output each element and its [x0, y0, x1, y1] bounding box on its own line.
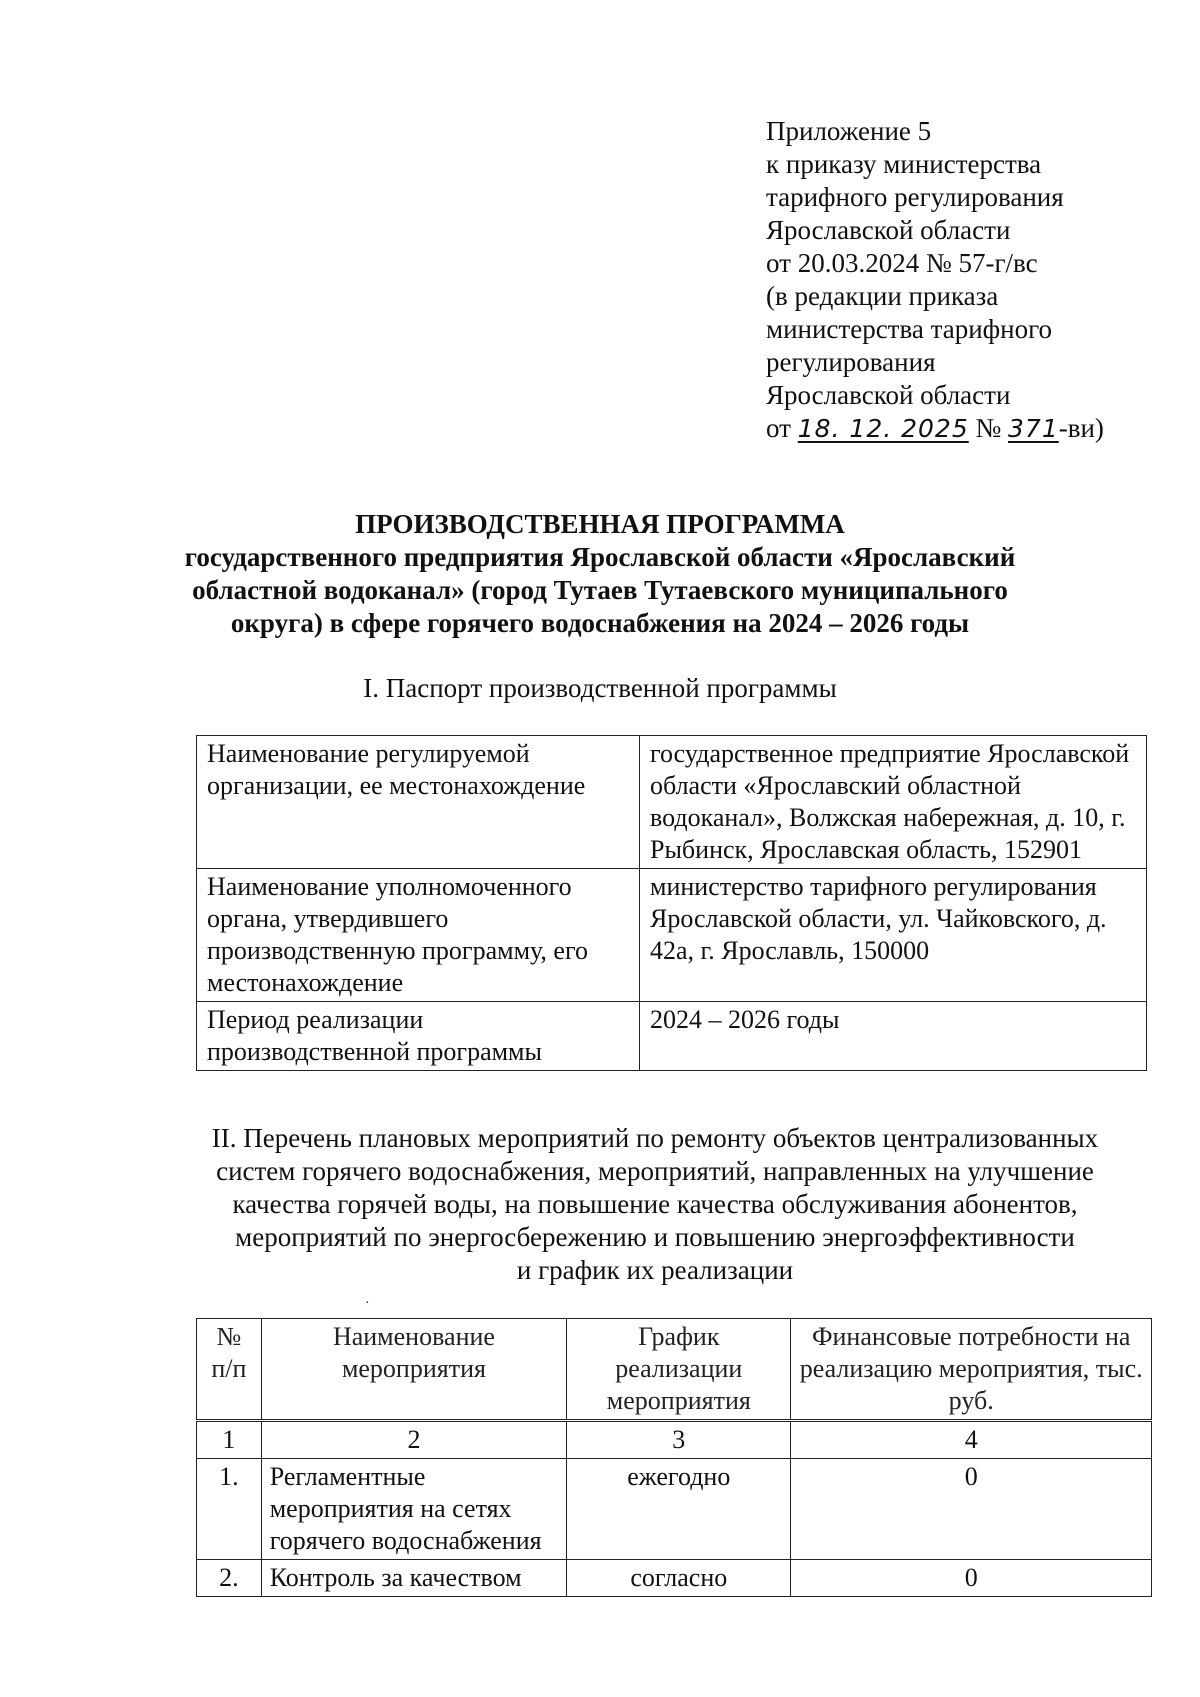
appendix-line: от 20.03.2024 № 57-г/вс	[766, 248, 1038, 278]
row-number: 1.	[197, 1459, 262, 1560]
table-row	[197, 736, 1147, 869]
measure-cost: 0	[791, 1459, 1152, 1560]
title-heading: ПРОИЗВОДСТВЕННАЯ ПРОГРАММА	[355, 509, 845, 539]
appendix-reference	[766, 115, 1146, 445]
passport-label: Наименование регулируемой организации, ее местонахождение	[197, 736, 640, 869]
handwritten-date: 18. 12. 2025	[797, 414, 969, 443]
measure-name: Контроль за качеством	[261, 1560, 567, 1597]
measure-name: Регламентные мероприятия на сетях горячего водоснабжения	[261, 1459, 567, 1560]
document-title	[150, 508, 1050, 640]
section-2-line: II. Перечень плановых мероприятий по ремонту объектов централизованных	[211, 1123, 1099, 1153]
appendix-amendment-line	[766, 412, 1146, 445]
appendix-line: Приложение 5	[766, 116, 932, 146]
column-number: 4	[791, 1421, 1152, 1459]
appendix-line: Ярославской области	[766, 215, 1011, 245]
section-2-heading	[160, 1122, 1150, 1287]
stray-dot: ·	[365, 1296, 370, 1311]
appendix-line: (в редакции приказа	[766, 281, 999, 311]
title-line: округа) в сфере горячего водоснабжения на 2024 – 2026 годы	[230, 608, 970, 638]
column-header: График реализации мероприятия	[567, 1319, 791, 1421]
section-2-line: качества горячей воды, на повышение качества обслуживания абонентов,	[232, 1189, 1078, 1219]
appendix-line: Ярославской области	[766, 380, 1011, 410]
column-header: Финансовые потребности на реализацию мероприятия, тыс. руб.	[791, 1319, 1152, 1421]
measure-schedule: ежегодно	[567, 1459, 791, 1560]
column-header: Наименование мероприятия	[261, 1319, 567, 1421]
appendix-line: министерства тарифного	[766, 314, 1053, 344]
column-number: 2	[261, 1421, 567, 1459]
title-line: государственного предприятия Ярославской области «Ярославский	[184, 542, 1016, 572]
passport-value: министерство тарифного регулирования Ярославской области, ул. Чайковского, д. 42а, г. Ярославль, 150000	[640, 869, 1147, 1002]
amendment-suffix: -ви)	[1058, 413, 1104, 443]
column-number-row	[197, 1421, 1152, 1459]
amendment-prefix: от	[766, 413, 798, 443]
section-2-line: и график их реализации	[516, 1255, 794, 1285]
measure-cost: 0	[791, 1560, 1152, 1597]
column-number: 3	[567, 1421, 791, 1459]
row-number: 2.	[197, 1560, 262, 1597]
table-row	[197, 1459, 1152, 1560]
appendix-line: регулирования	[766, 347, 936, 377]
passport-value: 2024 – 2026 годы	[640, 1002, 1147, 1071]
passport-label: Наименование уполномоченного органа, утвердившего производственную программу, его местонахождение	[197, 869, 640, 1002]
table-header-row	[197, 1319, 1152, 1421]
number-sign: №	[968, 413, 1009, 443]
title-line: областной водоканал» (город Тутаев Тутаевского муниципального	[192, 575, 1008, 605]
measure-schedule: согласно	[567, 1560, 791, 1597]
passport-label: Период реализации производственной программы	[197, 1002, 640, 1071]
appendix-line: к приказу министерства	[766, 149, 1042, 179]
appendix-line: тарифного регулирования	[766, 182, 1064, 212]
passport-value: государственное предприятие Ярославской области «Ярославский областной водоканал», Волжская набережная, д. 10, г. Рыбинск, Ярославская область, 152901	[640, 736, 1147, 869]
table-row	[197, 869, 1147, 1002]
handwritten-number: 371	[1008, 414, 1059, 443]
passport-table	[196, 735, 1147, 1071]
section-1-heading: I. Паспорт производственной программы	[363, 673, 837, 703]
table-row	[197, 1560, 1152, 1597]
column-header: № п/п	[197, 1319, 262, 1421]
measures-table	[196, 1318, 1152, 1597]
table-row	[197, 1002, 1147, 1071]
column-number: 1	[197, 1421, 262, 1459]
section-2-line: систем горячего водоснабжения, мероприятий, направленных на улучшение	[216, 1156, 1094, 1186]
section-2-line: мероприятий по энергосбережению и повышению энергоэффективности	[235, 1222, 1075, 1252]
